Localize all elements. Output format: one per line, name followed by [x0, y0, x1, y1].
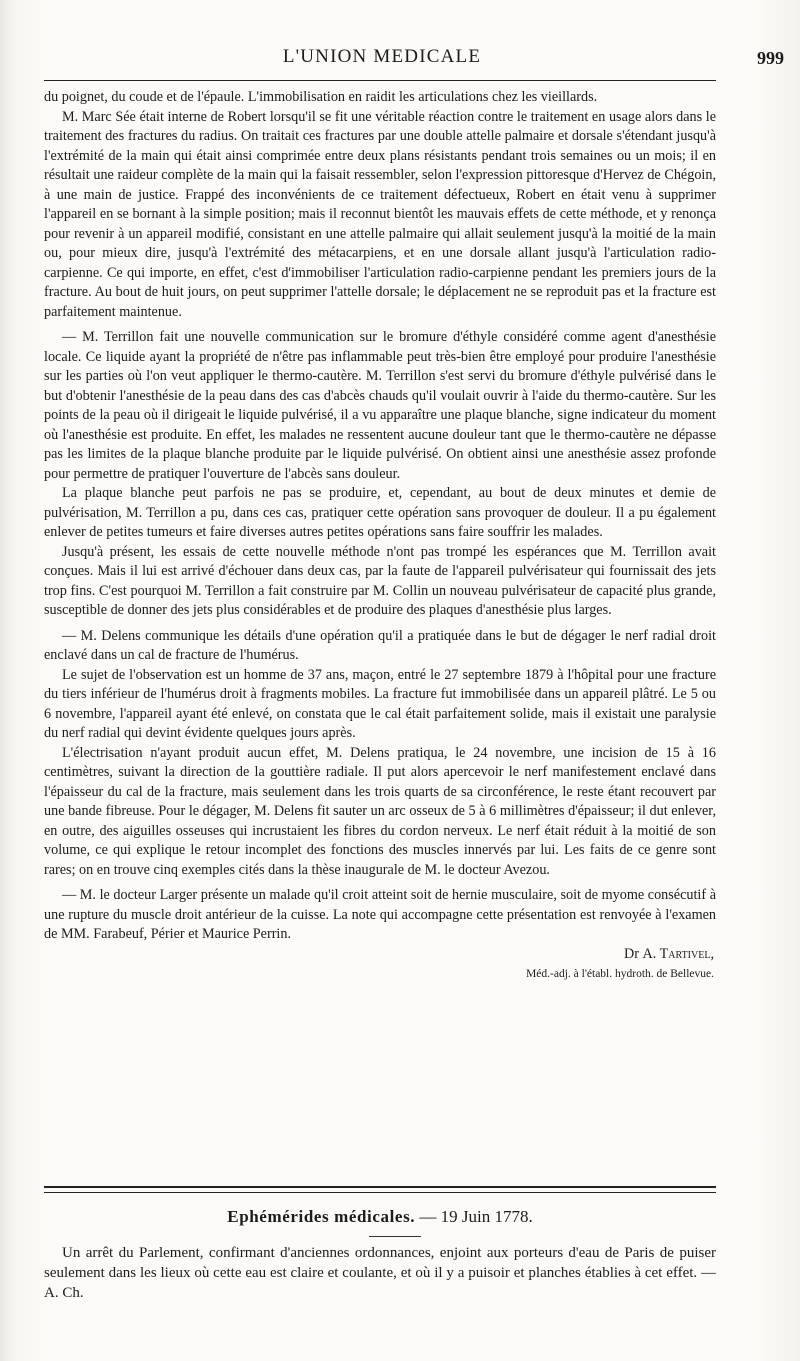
- ephemerides-rule: [369, 1236, 421, 1237]
- section-divider: [44, 1186, 716, 1193]
- ephemerides-body: [44, 1243, 716, 1303]
- signature-prefix: Dr: [624, 945, 639, 962]
- ephemerides-text: Un arrêt du Parlement, confirmant d'anciennes ordonnances, enjoint aux porteurs d'eau de Paris de puiser seulement dans les lieux où cette eau est claire et coulante, et où il y a puisoir et planches établies à cet effet. — A. Ch.: [44, 1245, 716, 1301]
- page-number: 999: [757, 48, 784, 68]
- header-rule: [44, 80, 716, 81]
- signature-affiliation: Méd.-adj. à l'établ. hydroth. de Bellevue.: [526, 968, 714, 980]
- ephemerides-date: — 19 Juin 1778.: [419, 1207, 533, 1226]
- signature-name: A. Tartivel,: [642, 945, 714, 962]
- paragraph: Jusqu'à présent, les essais de cette nouvelle méthode n'ont pas trompé les espérances que M. Terrillon avait conçues. Mais il lui est arrivé d'échouer dans deux cas, par la faute de l'appareil pulvérisateur qui fournissait des jets trop fins. C'est pourquoi M. Terrillon a fait construire par M. Collin un nouveau pulvérisateur de capacité plus grande, susceptible de donner des jets plus considérables et de produire des plaques d'anesthésie plus larges.: [44, 543, 716, 618]
- paragraph: du poignet, du coude et de l'épaule. L'immobilisation en raidit les articulations chez les vieillards.: [44, 89, 598, 105]
- paragraph: — M. le docteur Larger présente un malade qu'il croit atteint soit de hernie musculaire, soit de myome consécutif à une rupture du muscle droit antérieur de la cuisse. La note qui accompagne cette présentation est renvoyée à l'examen de MM. Farabeuf, Périer et Maurice Perrin.: [44, 887, 716, 942]
- paragraph: La plaque blanche peut parfois ne pas se produire, et, cependant, au bout de deux minutes et demie de pulvérisation, M. Terrillon a pu, dans ces cas, pratiquer cette opération sans provoquer de douleur. Il a pu également enlever de petites tumeurs et faire diverses autres petites opérations sans faire souffrir les malades.: [44, 485, 716, 540]
- running-header: [44, 42, 784, 74]
- paragraph: Le sujet de l'observation est un homme de 37 ans, maçon, entré le 27 septembre 1879 à l'hôpital pour une fracture du tiers inférieur de l'humérus droit à fragments mobiles. La fracture fut immobilisée dans un appareil plâtré. Le 5 ou 6 novembre, l'appareil ayant été enlevé, on constata que le cal était parfaitement solide, mais il existait une paralysie du nerf radial qui devint évidente quelques jours après.: [44, 666, 716, 741]
- ephemerides-heading: Ephémérides médicales.: [227, 1207, 416, 1226]
- paragraph: M. Marc Sée était interne de Robert lorsqu'il se fit une véritable réaction contre le traitement en usage alors dans le traitement des fractures du radius. On traitait ces fractures par une double attelle palmaire et dorsale s'étendant jusqu'à l'extrémité de la main qui était ainsi comprimée entre deux plans résistants pendant trois semaines ou un mois; il en résultait une raideur complète de la main qui la faisait ressembler, selon l'expression pittoresque d'Hervez de Chégoin, à une main de justice. Frappé des inconvénients de ce traitement défectueux, Robert en était venu à supprimer l'appareil en se bornant à la simple position; mais il reconnut bientôt les mauvais effets de cette méthode, et y renonça pour revenir à un appareil modifié, consistant en une attelle palmaire qui allait seulement jusqu'à la moitié de la main ou, pour mieux dire, jusqu'à l'extrémité des métacarpiens, et en une dorsale allant jusqu'à l'articulation radio-carpienne. Ce qui importe, en effet, c'est d'immobiliser l'articulation radio-carpienne pendant les premiers jours de la fracture. Au bout de huit jours, on peut supprimer l'attelle dorsale; le déplacement ne se reproduit pas et la fracture est parfaitement maintenue.: [44, 108, 716, 320]
- paragraph: — M. Terrillon fait une nouvelle communication sur le bromure d'éthyle considéré comme agent d'anesthésie locale. Ce liquide ayant la propriété de n'être pas inflammable peut très-bien être employé pour produire l'anesthésie sur les parties où l'on veut appliquer le thermo-cautère. M. Terrillon s'est servi du bromure d'éthyle pulvérisé dans le but d'obtenir l'anesthésie de la peau dans des cas d'abcès chauds qu'il voulait ouvrir à l'aide du thermo-cautère. Sur les points de la peau où il dirigeait le liquide pulvérisé, il a vu apparaître une plaque blanche, signe indicateur du moment où l'anesthésie est produite. En effet, les malades ne ressentent aucune douleur tant que le thermo-cautère ne dépasse pas les limites de la plaque blanche produite par le liquide pulvérisé. On obtient ainsi une anesthésie assez profonde pour permettre de pratiquer l'ouverture de l'abcès sans douleur.: [44, 329, 716, 482]
- journal-title: L'UNION MEDICALE: [282, 46, 482, 67]
- article-body: [44, 88, 716, 982]
- ephemerides-title: [44, 1207, 716, 1227]
- paragraph: L'électrisation n'ayant produit aucun effet, M. Delens pratiqua, le 24 novembre, une incision de 15 à 16 centimètres, suivant la direction de la gouttière radiale. Il put alors apercevoir le nerf manifestement enclavé dans l'épaisseur du cal de la fracture, mais seulement dans les trois quarts de sa circonférence, le reste étant recouvert par une bande fibreuse. Pour le dégager, M. Delens fit sauter un arc osseux de 5 à 6 millimètres d'épaisseur; il dut enlever, en outre, des aiguilles osseuses qui incrustaient les fibres du cordon nerveux. Le nerf était réduit à la moitié de son volume, ce qui explique le retour incomplet des fonctions des muscles innervés par lui. Les faits de ce genre sont rares; on en trouve cinq exemples cités dans la thèse inaugurale de M. le docteur Avezou.: [44, 744, 716, 878]
- author-signature: [44, 945, 716, 965]
- paragraph: — M. Delens communique les détails d'une opération qu'il a pratiquée dans le but de dégager le nerf radial droit enclavé dans un cal de fracture de l'humérus.: [44, 627, 716, 663]
